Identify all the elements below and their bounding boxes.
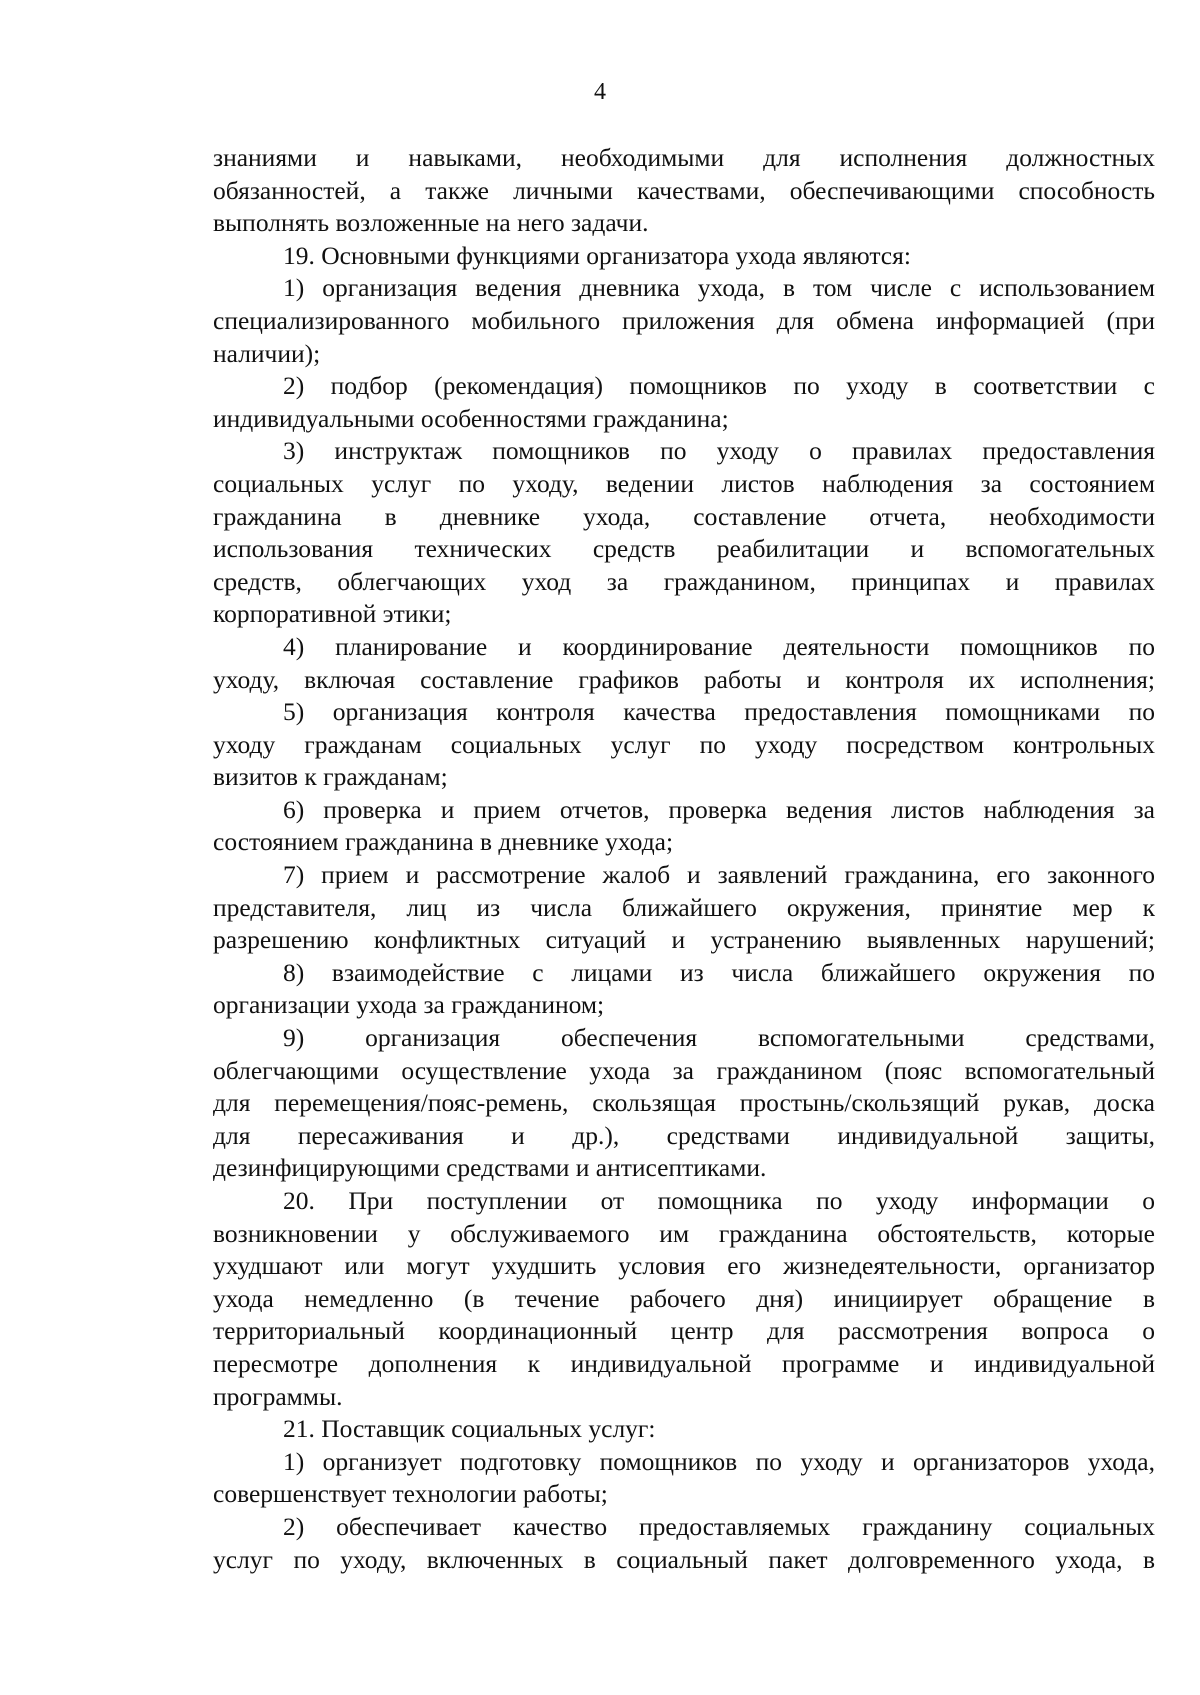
text-line: 9) организация обеспечения вспомогательными средствами, [283,1023,1155,1053]
text-line: представителя, лиц из числа ближайшего окружения, принятие мер к [213,892,1155,922]
text-line: уходу, включая составление графиков работы и контроля их исполнения; [213,664,1155,694]
text-line: разрешению конфликтных ситуаций и устранению выявленных нарушений; [213,925,1155,955]
text-line: организации ухода за гражданином; [213,990,605,1020]
text-line: индивидуальными особенностями гражданина; [213,403,729,433]
text-line: услуг по уходу, включенных в социальный пакет долговременного ухода, в [213,1544,1155,1574]
text-line: территориальный координационный центр для рассмотрения вопроса о [213,1316,1155,1346]
text-line: гражданина в дневнике ухода, составление отчета, необходимости [213,501,1155,531]
text-line: 8) взаимодействие с лицами из числа ближайшего окружения по [283,957,1155,987]
text-line: обязанностей, а также личными качествами, обеспечивающими способность [213,175,1155,205]
text-line: использования технических средств реабилитации и вспомогательных [213,534,1155,564]
text-line: программы. [213,1381,343,1411]
text-line: 5) организация контроля качества предоставления помощниками по [283,697,1155,727]
text-line: 2) обеспечивает качество предоставляемых гражданину социальных [283,1511,1155,1541]
text-line: наличии); [213,338,321,368]
text-line: 19. Основными функциями организатора ухода являются: [283,240,911,270]
text-line: пересмотре дополнения к индивидуальной программе и индивидуальной [213,1348,1155,1378]
document-body [213,142,1155,1576]
text-line: для пересаживания и др.), средствами индивидуальной защиты, [213,1120,1155,1150]
text-line: 20. При поступлении от помощника по уходу информации о [283,1186,1155,1215]
text-line: 3) инструктаж помощников по уходу о правилах предоставления [283,436,1155,466]
text-line: для перемещения/пояс-ремень, скользящая простынь/скользящий рукав, доска [213,1088,1155,1118]
text-line: 1) организует подготовку помощников по уходу и организаторов ухода, [283,1446,1155,1476]
text-line: 4) планирование и координирование деятельности помощников по [283,631,1155,661]
text-line: визитов к гражданам; [213,762,448,792]
text-line: уходу гражданам социальных услуг по уходу посредством контрольных [213,729,1155,759]
text-line: социальных услуг по уходу, ведении листов наблюдения за состоянием [213,468,1155,498]
text-line: 21. Поставщик социальных услуг: [283,1414,656,1444]
text-line: ухода немедленно (в течение рабочего дня) инициирует обращение в [213,1283,1155,1313]
text-line: 2) подбор (рекомендация) помощников по уходу в соответствии с [283,371,1155,401]
text-line: знаниями и навыками, необходимыми для исполнения должностных [213,143,1155,172]
text-line: состоянием гражданина в дневнике ухода; [213,827,674,857]
text-line: специализированного мобильного приложения для обмена информацией (при [213,305,1155,335]
text-line: возникновении у обслуживаемого им гражданина обстоятельств, которые [213,1218,1155,1248]
text-line: дезинфицирующими средствами и антисептиками. [213,1153,767,1183]
text-line: корпоративной этики; [213,599,452,629]
text-line: совершенствует технологии работы; [213,1479,608,1509]
text-line: 7) прием и рассмотрение жалоб и заявлений гражданина, его законного [283,860,1155,890]
text-line: 6) проверка и прием отчетов, проверка ведения листов наблюдения за [283,794,1155,824]
text-line: ухудшают или могут ухудшить условия его жизнедеятельности, организатор [213,1251,1155,1281]
text-line: средств, облегчающих уход за гражданином, принципах и правилах [213,566,1155,596]
text-line: облегчающими осуществление ухода за гражданином (пояс вспомогательный [213,1055,1155,1085]
text-line: выполнять возложенные на него задачи. [213,208,649,238]
page-number: 4 [594,79,606,105]
text-line: 1) организация ведения дневника ухода, в том числе с использованием [283,273,1155,303]
